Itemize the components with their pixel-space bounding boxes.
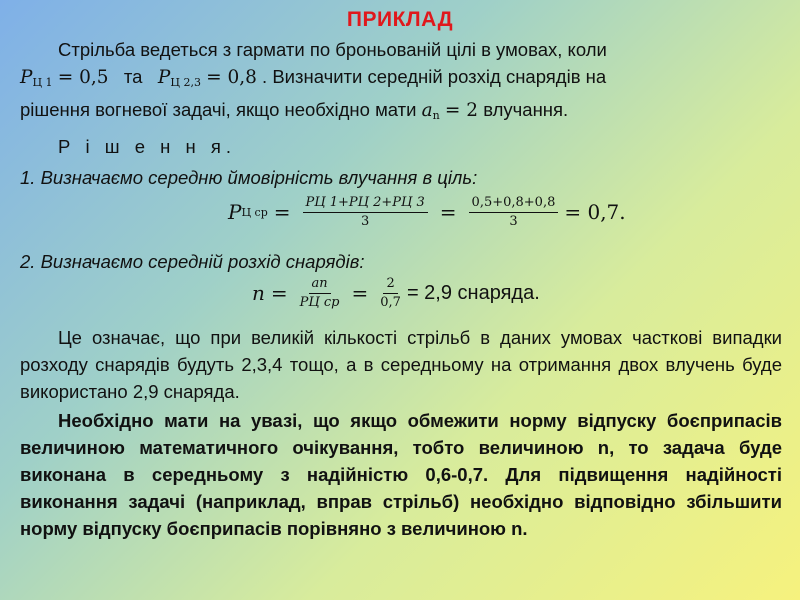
step2-result: = 2,9 снаряда.: [406, 281, 540, 304]
p1-formula: $P_{Ц 1} = 0,5$: [20, 67, 109, 89]
step1-frac2-num: 0,5+0,8+0,8: [469, 195, 559, 213]
conclusion-paragraph: Це означає, що при великій кількості стрільб в даних умовах часткові випадки розходу снарядів будуть 2,3,4 тощо, а в середньому на отримання двох влучень буде використано 2,9 снаряда.: [20, 327, 782, 402]
problem-statement: [20, 36, 782, 129]
problem-line3: рішення вогневої задачі, якщо необхідно мати: [20, 99, 417, 120]
p23-formula: $P_{Ц 2,3} = 0,8$: [157, 67, 257, 89]
note-paragraph: Необхідно мати на увазі, що якщо обмежити норму відпуску боєприпасів величиною математичного очікування, тобто величиною n, то задача буде виконана в середньому з надійністю 0,6-0,7. Для підвищення надійності виконання задачі (наприклад, вправ стрільб) необхідно відповідно збільшити норму відпуску боєприпасів порівняно з величиною n.: [20, 410, 782, 539]
problem-line1: Стрільба ведеться з гармати по броньованій цілі в умовах, коли: [58, 39, 607, 60]
step2-formula: n = $\frac{an}{\text{PЦ ср}}$ = $\frac{2}{0,7}$ = 2,9 снаряда.: [252, 276, 540, 310]
and-word: та: [123, 66, 143, 87]
step1-result: = 0,7.: [564, 200, 626, 224]
step2-heading: 2. Визначаємо середній розхід снарядів:: [20, 251, 365, 272]
step1-formula: P Ц ср = $\frac{PЦ 1+PЦ 2+PЦ 3}{3}$ = $\frac{0,5+0,8+0,8}{3}$ = 0,7.: [228, 195, 626, 229]
problem-line3-end: влучання.: [483, 99, 569, 120]
problem-line2-rest: . Визначити середній розхід снарядів на: [262, 66, 607, 87]
solution-label: Р і ш е н н я.: [58, 136, 237, 157]
step1-frac1-num: PЦ 1+PЦ 2+PЦ 3: [303, 195, 428, 213]
step2-frac1-num: an: [309, 276, 331, 294]
an-formula: $a_n = 2$: [421, 100, 479, 122]
step1-heading: 1. Визначаємо середню ймовірність влучання в ціль:: [20, 167, 478, 188]
step2-frac2-num: 2: [383, 276, 397, 294]
slide-title: ПРИКЛАД: [346, 8, 454, 31]
